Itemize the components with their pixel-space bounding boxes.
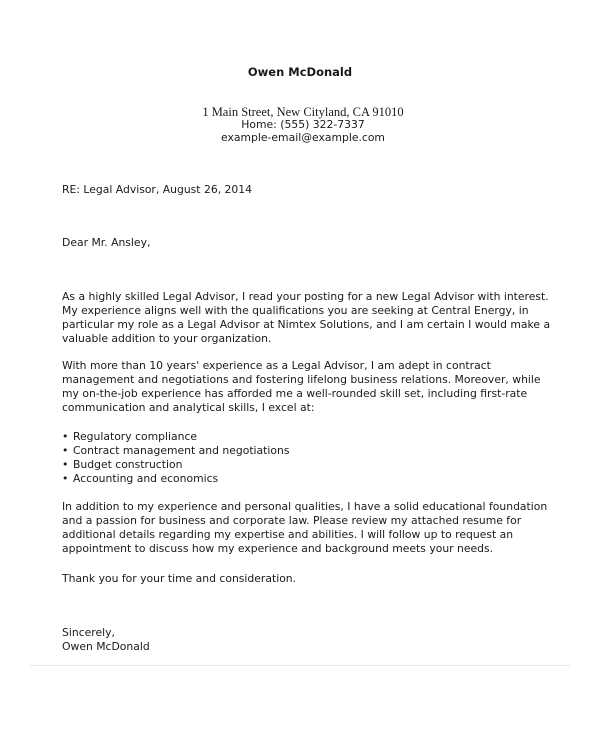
paragraph-line: particular my role as a Legal Advisor at Nimtex Solutions, and I am certain I would make a: [62, 318, 551, 331]
paragraph-line: my on-the-job experience has afforded me a well-rounded skill set, including first-rate: [62, 387, 528, 400]
paragraph-line: additional details regarding my expertise and abilities. I will follow up to request an: [62, 528, 514, 541]
skills-list: [62, 430, 289, 486]
paragraph-line: With more than 10 years' experience as a Legal Advisor, I am adept in contract: [62, 359, 491, 372]
skill-label: Accounting and economics: [73, 472, 219, 485]
list-item: [62, 472, 289, 486]
skill-label: Budget construction: [73, 458, 183, 471]
skill-label: Regulatory compliance: [73, 430, 198, 443]
paragraph-intro: [62, 290, 552, 346]
bullet-icon: •: [62, 472, 69, 485]
page-divider: [30, 665, 570, 666]
paragraph-experience: [62, 359, 552, 415]
paragraph-closing: [62, 500, 552, 556]
paragraph-line: As a highly skilled Legal Advisor, I read your posting for a new Legal Advisor with interest.: [62, 290, 549, 303]
signature-name: Owen McDonald: [62, 640, 150, 653]
list-item: [62, 444, 289, 458]
sender-email: example-email@example.com: [221, 131, 385, 144]
sender-address: 1 Main Street, New Cityland, CA 91010: [202, 105, 404, 119]
paragraph-line: My experience aligns well with the qualifications you are seeking at Central Energy, in: [62, 304, 529, 317]
bullet-icon: •: [62, 444, 69, 457]
bullet-icon: •: [62, 458, 69, 471]
salutation: Dear Mr. Ansley,: [62, 236, 151, 249]
paragraph-line: and a passion for business and corporate law. Please review my attached resume for: [62, 514, 522, 527]
paragraph-line: In addition to my experience and personal qualities, I have a solid educational foundation: [62, 500, 548, 513]
re-line: RE: Legal Advisor, August 26, 2014: [62, 183, 253, 196]
paragraph-line: appointment to discuss how my experience and background meets your needs.: [62, 542, 494, 555]
paragraph-line: management and negotiations and fostering lifelong business relations. Moreover, while: [62, 373, 541, 386]
paragraph-line: communication and analytical skills, I excel at:: [62, 401, 315, 414]
paragraph-line: valuable addition to your organization.: [62, 332, 272, 345]
sender-phone: Home: (555) 322-7337: [241, 118, 365, 131]
sender-name: Owen McDonald: [247, 65, 353, 79]
closing-line: Sincerely,: [62, 626, 115, 639]
bullet-icon: •: [62, 430, 69, 443]
list-item: [62, 430, 289, 444]
skill-label: Contract management and negotiations: [73, 444, 290, 457]
list-item: [62, 458, 289, 472]
thanks-line: Thank you for your time and consideration.: [62, 572, 297, 585]
